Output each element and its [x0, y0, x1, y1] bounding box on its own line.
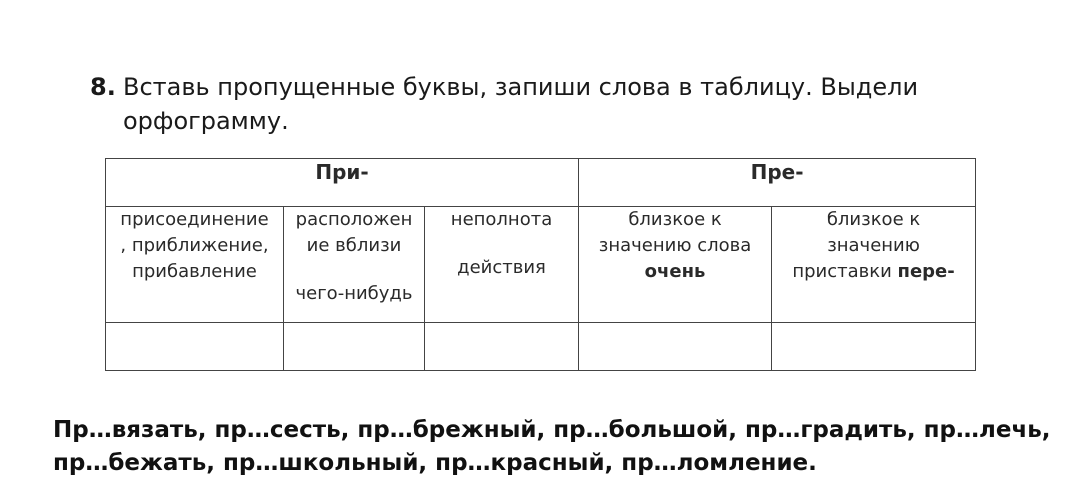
pri-proximity-cell: [284, 207, 425, 323]
cell-line: близкое к: [826, 209, 921, 230]
task-instruction: Вставь пропущенные буквы, запиши слова в таблицу. Выдели орфограмму.: [123, 73, 919, 135]
cell-text-bold: пере-: [897, 261, 955, 282]
header-pri: При-: [106, 159, 579, 207]
cell-line-mixed: [776, 259, 971, 285]
cell-line: значению слова: [598, 235, 752, 256]
answer-cell[interactable]: [425, 323, 579, 371]
description-row: [106, 207, 976, 323]
answer-cell[interactable]: [772, 323, 976, 371]
word-list-line-1: Пр…вязать, пр…сесть, пр…брежный, пр…большой, пр…градить, пр…лечь,: [53, 417, 1051, 443]
cell-line: действия: [457, 257, 546, 278]
answer-cell[interactable]: [579, 323, 772, 371]
task-block: [90, 70, 990, 138]
pre-pere-cell: [772, 207, 976, 323]
cell-line: ие вблизи: [306, 235, 402, 256]
answer-cell[interactable]: [284, 323, 425, 371]
cell-line: чего-нибудь: [295, 283, 413, 304]
pri-joining-cell: [106, 207, 284, 323]
cell-line: значению: [827, 235, 920, 256]
answer-cell[interactable]: [106, 323, 284, 371]
word-list-line-2: пр…бежать, пр…школьный, пр…красный, пр…ломление.: [53, 450, 817, 476]
cell-text: приставки: [792, 261, 898, 282]
prefix-table: [105, 158, 976, 371]
cell-line-bold: очень: [644, 261, 706, 282]
pre-very-cell: [579, 207, 772, 323]
pri-incomplete-cell: [425, 207, 579, 323]
word-list: [53, 414, 1063, 480]
cell-line: присоединение: [120, 209, 269, 230]
cell-line: , приближение,: [120, 235, 269, 256]
header-pre: Пре-: [579, 159, 976, 207]
cell-line: прибавление: [132, 261, 257, 282]
cell-line: расположен: [295, 209, 413, 230]
answer-row: [106, 323, 976, 371]
cell-line: неполнота: [450, 209, 553, 230]
cell-line: близкое к: [628, 209, 722, 230]
header-row: [106, 159, 976, 207]
task-number: 8.: [90, 73, 116, 101]
